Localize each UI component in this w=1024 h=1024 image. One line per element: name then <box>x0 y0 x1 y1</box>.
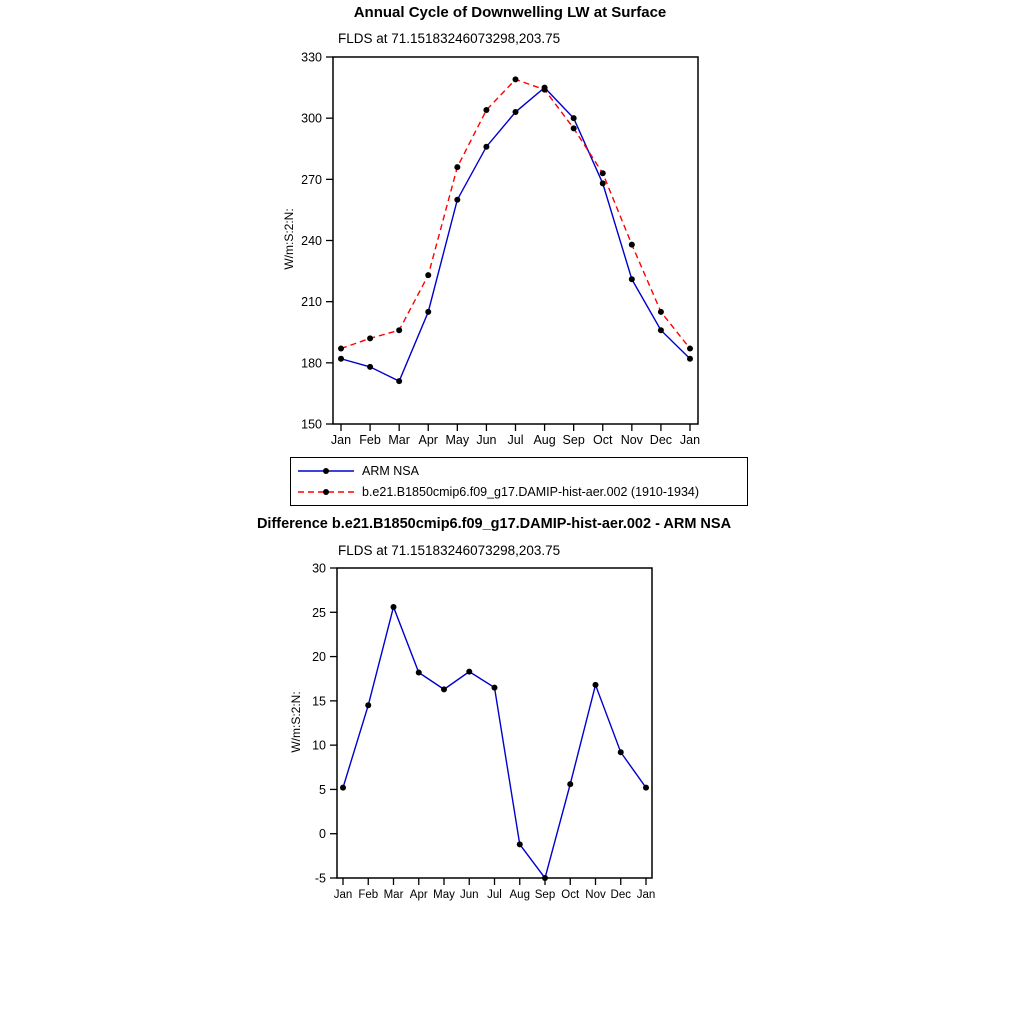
plot-frame <box>337 568 652 878</box>
top-chart-yaxis-label: W/m:S:2:N: <box>282 208 296 270</box>
y-tick-label: 0 <box>319 827 326 842</box>
data-point <box>365 702 371 708</box>
data-point <box>600 180 606 186</box>
y-tick-label: 20 <box>312 650 326 665</box>
y-tick-label: 270 <box>301 172 322 187</box>
y-tick-label: 10 <box>312 738 326 753</box>
x-tick-label: Jun <box>459 889 479 901</box>
legend-label-arm-nsa: ARM NSA <box>362 464 419 479</box>
y-tick-label: 5 <box>319 782 326 797</box>
y-tick-label: 180 <box>301 356 322 371</box>
x-tick-label: Sep <box>534 889 556 901</box>
bottom-chart-yaxis-label: W/m:S:2:N: <box>289 691 303 753</box>
legend-sample-marker-model <box>323 489 329 495</box>
x-tick-label: Aug <box>533 433 556 447</box>
legend-row-model <box>295 482 743 503</box>
y-tick-label: 240 <box>301 234 322 248</box>
data-point <box>687 346 693 352</box>
top-chart-subtitle: FLDS at 71.15183246073298,203.75 <box>338 31 561 46</box>
bottom-chart-title: Difference b.e21.B1850cmip6.f09_g17.DAMIP-hist-aer.002 - ARM NSA <box>256 516 732 532</box>
bottom-chart-subtitle: FLDS at 71.15183246073298,203.75 <box>338 543 561 558</box>
y-tick-label: -5 <box>314 871 326 886</box>
x-tick-label: Jan <box>636 889 656 901</box>
x-tick-label: Dec <box>649 433 673 447</box>
y-tick-label: 15 <box>312 694 326 709</box>
data-point <box>340 785 346 791</box>
x-tick-label: Dec <box>610 889 631 901</box>
legend-line-solid-icon <box>295 464 357 478</box>
difference-chart <box>260 540 760 910</box>
data-point <box>425 309 431 315</box>
x-tick-label: Apr <box>409 889 428 901</box>
x-tick-label: Apr <box>418 433 438 447</box>
data-point <box>542 875 548 881</box>
data-point <box>396 378 402 384</box>
x-tick-label: Feb <box>359 433 381 447</box>
data-point <box>567 781 573 787</box>
data-point <box>618 749 624 755</box>
data-point <box>338 346 344 352</box>
data-point <box>367 335 373 341</box>
series-line-0 <box>343 607 646 878</box>
data-point <box>643 785 649 791</box>
data-point <box>367 364 373 370</box>
series-line-1 <box>341 79 690 348</box>
data-point <box>391 604 397 610</box>
x-tick-label: Nov <box>620 433 643 447</box>
data-point <box>571 115 577 121</box>
y-tick-label: 210 <box>301 295 322 310</box>
y-tick-label: 30 <box>312 561 326 576</box>
y-tick-label: 300 <box>301 111 322 126</box>
x-tick-label: Jan <box>679 433 701 447</box>
data-point <box>338 356 344 362</box>
legend-sample-marker-arm <box>323 468 329 474</box>
data-point <box>687 356 693 362</box>
x-tick-label: Jan <box>330 433 352 447</box>
x-tick-label: Feb <box>358 889 379 901</box>
x-tick-label: Oct <box>593 433 613 447</box>
legend-label-model: b.e21.B1850cmip6.f09_g17.DAMIP-hist-aer.002 (1910-1934) <box>362 484 700 499</box>
x-tick-label: Jan <box>333 889 353 901</box>
data-point <box>396 327 402 333</box>
series-line-0 <box>341 88 690 382</box>
data-point <box>629 276 635 282</box>
data-point <box>513 76 519 82</box>
data-point <box>629 242 635 248</box>
data-point <box>517 841 523 847</box>
legend <box>290 457 748 506</box>
x-tick-label: May <box>433 889 455 901</box>
x-tick-label: Jun <box>476 433 497 447</box>
data-point <box>483 144 489 150</box>
legend-row-arm-nsa <box>295 461 743 482</box>
x-tick-label: Mar <box>383 889 404 901</box>
data-point <box>441 686 447 692</box>
x-tick-label: May <box>445 433 470 447</box>
data-point <box>600 170 606 176</box>
data-point <box>492 685 498 691</box>
x-tick-label: Sep <box>562 433 585 447</box>
data-point <box>454 197 460 203</box>
x-tick-label: Jul <box>487 889 502 901</box>
data-point <box>483 107 489 113</box>
x-tick-label: Nov <box>585 889 606 901</box>
data-point <box>571 125 577 131</box>
data-point <box>425 272 431 278</box>
top-chart-title: Annual Cycle of Downwelling LW at Surface <box>353 4 667 21</box>
y-tick-label: 150 <box>301 417 322 432</box>
data-point <box>542 87 548 93</box>
data-point <box>658 309 664 315</box>
data-point <box>593 682 599 688</box>
legend-line-dashed-icon <box>295 485 357 499</box>
x-tick-label: Jul <box>507 433 524 447</box>
annual-cycle-chart <box>260 28 760 460</box>
x-tick-label: Oct <box>561 889 580 901</box>
x-tick-label: Mar <box>388 433 410 447</box>
data-point <box>416 670 422 676</box>
data-point <box>658 327 664 333</box>
y-tick-label: 25 <box>312 605 326 620</box>
data-point <box>466 669 472 675</box>
y-tick-label: 330 <box>301 50 322 65</box>
x-tick-label: Aug <box>509 889 530 901</box>
data-point <box>454 164 460 170</box>
data-point <box>513 109 519 115</box>
